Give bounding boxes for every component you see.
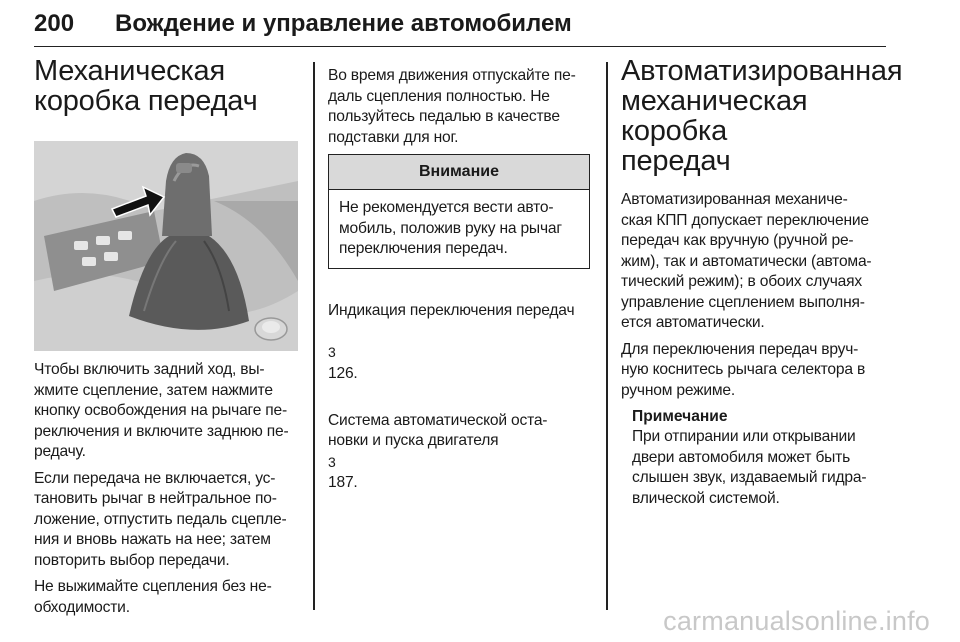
column-left (34, 56, 302, 116)
note-text: При отпирании или открывании двери автомобиля может быть слышен звук, издаваемый гидра- влической системой. (632, 428, 867, 507)
paragraph-automated-description: Автоматизированная механиче- ская КПП допускает переключение передач как вручную (ручной ре- жим), так и автоматически (автома- тический режим); в обоих случаях управление сцеплением выполня- ется автоматически. (621, 191, 872, 331)
warning-box (328, 154, 590, 269)
column-divider-left (313, 62, 315, 610)
running-title: Вождение и управление автомобилем (115, 10, 572, 37)
column-left-body (34, 360, 302, 624)
reference-page: 187. (328, 474, 358, 491)
page-reference-icon: 3 (328, 453, 336, 470)
section-heading-manual-gearbox: Механическая коробка передач (34, 55, 258, 117)
warning-body (329, 190, 589, 268)
paragraph-reverse-gear: Чтобы включить задний ход, вы- жмите сцепление, затем нажмите кнопку освобождения на рычаге пе- реключения и включите заднюю пе- редачу. (34, 361, 289, 460)
gear-shift-lever-icon (34, 141, 298, 351)
reference-text: Система автоматической оста- новки и пуска двигателя (328, 411, 548, 449)
paragraph-gear-not-engaging: Если передача не включается, ус- тановить рычаг в нейтральное по- ложение, отпустить педаль сцепле- ния и вновь нажать на нее; затем повторить выбор передачи. (34, 469, 287, 569)
reference-shift-indicator (328, 281, 590, 385)
page-reference-icon: 3 (328, 344, 336, 360)
warning-title: Внимание (329, 155, 589, 190)
section-heading-automated-gearbox: Автоматизированная механическая коробка передач (621, 55, 903, 177)
column-right (621, 55, 903, 515)
column-divider-right (606, 62, 608, 610)
page-header (34, 6, 886, 47)
paragraph-clutch-pedal: Во время движения отпускайте пе- даль сцепления полностью. Не пользуйтесь педалью в качестве подставки для ног. (328, 67, 576, 146)
reference-stop-start (328, 390, 590, 494)
reference-text: Индикация переключения передач (328, 302, 575, 319)
paragraph-clutch-advice: Не выжимайте сцепления без не- обходимости. (34, 578, 272, 616)
reference-page: 126. (328, 364, 358, 382)
paragraph-manual-mode: Для переключения передач вруч- ную коснитесь рычага селектора в ручном режиме. (621, 340, 866, 399)
watermark: carmanualsonline.info (663, 606, 930, 636)
gear-shift-lever-illustration (34, 141, 298, 351)
column-middle (328, 66, 590, 500)
note-title: Примечание (632, 408, 728, 425)
page-number: 200 (34, 10, 75, 37)
note-block (632, 407, 889, 509)
warning-text: Не рекомендуется вести авто- мобиль, положив руку на рычаг переключения передач. (339, 199, 562, 257)
